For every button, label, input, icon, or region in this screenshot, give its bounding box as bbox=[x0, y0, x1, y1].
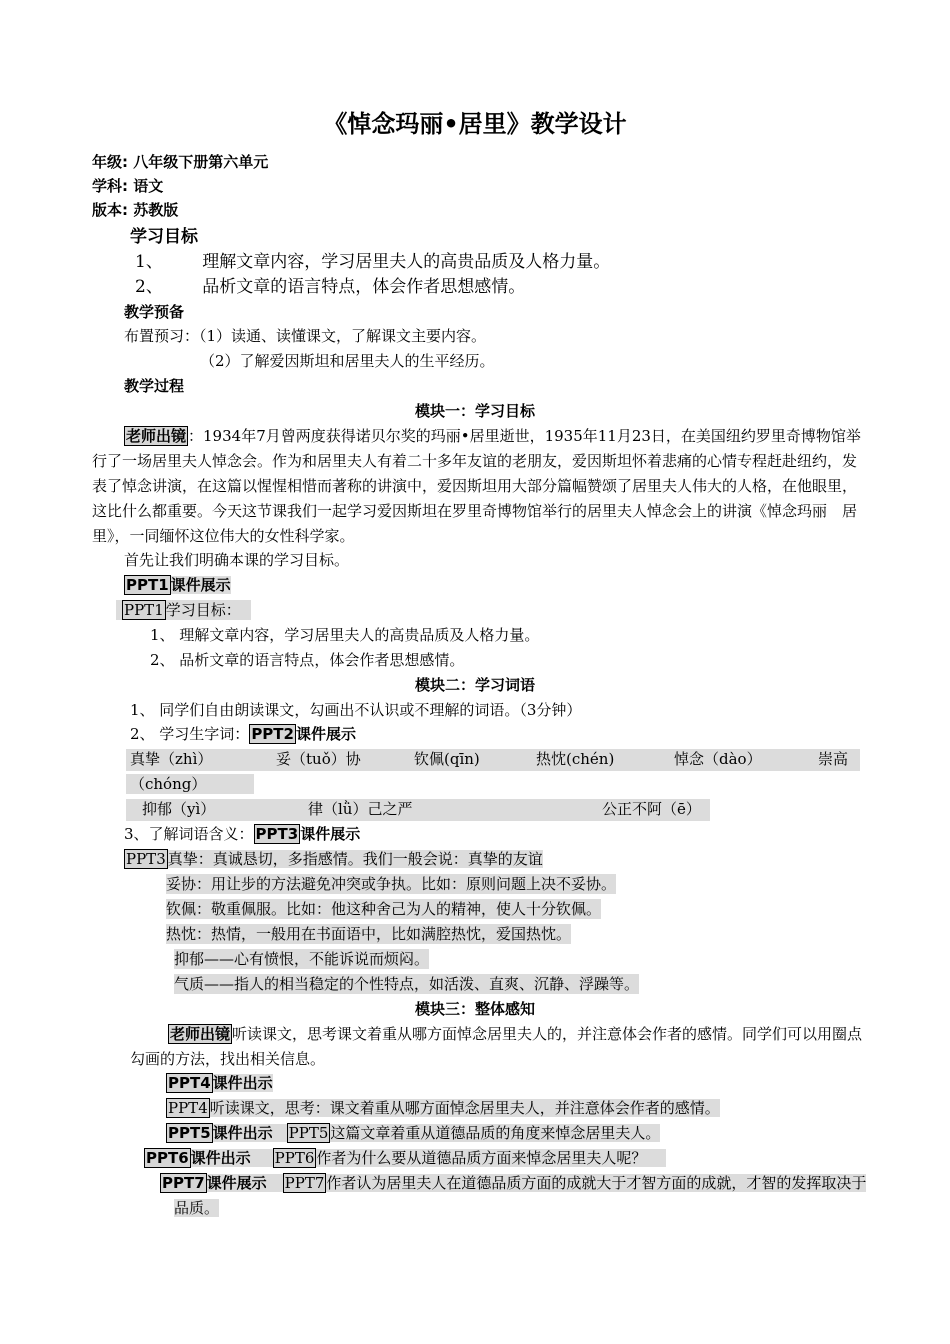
goal-1: 1、 理解文章内容，学习居里夫人的高贵品质及人格力量。 bbox=[150, 626, 540, 644]
edition-label: 版本: bbox=[92, 201, 128, 219]
grade-line bbox=[92, 152, 268, 172]
ppt1b-text: 学习目标： bbox=[165, 601, 241, 619]
ppt6-line bbox=[144, 1148, 666, 1168]
grade-value: 八年级下册第六单元 bbox=[133, 153, 269, 171]
module2-step1: 1、 同学们自由朗读课文，勾画出不认识或不理解的词语。（3分钟） bbox=[130, 701, 582, 719]
def-4: 热忱：热情，一般用在书面语中，比如满腔热忱，爱国热忱。 bbox=[166, 925, 572, 943]
ppt4b-tag: PPT4 bbox=[168, 1099, 208, 1117]
ppt6b-tag: PPT6 bbox=[274, 1149, 315, 1167]
ppt5-line bbox=[166, 1123, 660, 1143]
module2-step2 bbox=[130, 724, 356, 744]
ppt6-tag: PPT6 bbox=[146, 1149, 189, 1167]
module2-heading: 模块二：学习词语 bbox=[414, 676, 535, 694]
ppt1-tag: PPT1 bbox=[126, 576, 169, 594]
module1-intro bbox=[92, 424, 864, 549]
teacher-tag: 老师出镜 bbox=[126, 427, 187, 445]
step3-prefix: 3、了解词语含义： bbox=[124, 825, 254, 843]
def-6: 气质——指人的相当稳定的个性特点，如活泼、直爽、沉静、浮躁等。 bbox=[174, 975, 640, 993]
ppt3b-tag: PPT3 bbox=[126, 850, 166, 868]
ppt5-label: 课件出示 bbox=[213, 1124, 287, 1142]
word-item: 热忱(chén) bbox=[536, 750, 615, 768]
words-row-2 bbox=[126, 799, 710, 821]
ppt5b-tag: PPT5 bbox=[288, 1124, 329, 1142]
ppt6-label: 课件出示 bbox=[191, 1149, 273, 1167]
words-row-1 bbox=[126, 749, 860, 771]
def-5: 抑郁——心有愤恨，不能诉说而烦闷。 bbox=[174, 950, 430, 968]
words-row-1-cont bbox=[126, 774, 254, 794]
ppt5b-text: 这篇文章着重从道德品质的角度来悼念居里夫人。 bbox=[330, 1124, 661, 1142]
subject-label: 学科: bbox=[92, 177, 128, 195]
def-2: 妥协：用让步的方法避免冲突或争执。比如：原则问题上决不妥协。 bbox=[166, 875, 617, 893]
prep-line-1: 布置预习：（1）读通、读懂课文，了解课文主要内容。 bbox=[124, 327, 487, 345]
ppt4b-line bbox=[166, 1098, 720, 1118]
ppt7-tag: PPT7 bbox=[162, 1174, 205, 1192]
def-3: 钦佩：敬重佩服。比如：他这种舍己为人的精神，使人十分钦佩。 bbox=[166, 900, 602, 918]
ppt1-label-line bbox=[124, 575, 231, 595]
ppt2-tag: PPT2 bbox=[251, 725, 294, 743]
subject-value: 语文 bbox=[133, 177, 164, 195]
goal-2: 2、 品析文章的语言特点，体会作者思想感情。 bbox=[150, 651, 465, 669]
subject-line bbox=[92, 176, 163, 196]
word-item: 公正不阿（ē） bbox=[602, 800, 701, 818]
page-title: 《悼念玛丽•居里》教学设计 bbox=[323, 110, 627, 138]
ppt7-label: 课件展示 bbox=[207, 1174, 283, 1192]
word-item: 妥（tuǒ）协 bbox=[276, 750, 361, 768]
ppt4-label: 课件出示 bbox=[212, 1074, 273, 1092]
ppt1-goal-line bbox=[116, 600, 251, 620]
prep-line-2: （2）了解爱因斯坦和居里夫人的生平经历。 bbox=[200, 352, 495, 370]
grade-label: 年级: bbox=[92, 153, 128, 171]
ppt7b-tag: PPT7 bbox=[284, 1174, 325, 1192]
word-item: 悼念（dào） bbox=[674, 750, 762, 768]
ppt4-tag: PPT4 bbox=[168, 1074, 211, 1092]
word-item: 钦佩(qīn) bbox=[414, 750, 480, 768]
ppt3-tag: PPT3 bbox=[255, 825, 299, 843]
objectives-heading: 学习目标 bbox=[130, 227, 198, 247]
edition-line bbox=[92, 200, 178, 220]
module3-heading: 模块三：整体感知 bbox=[414, 1000, 535, 1018]
objective-item-1 bbox=[135, 251, 610, 273]
module1-intro-text: ：1934年7月曾两度获得诺贝尔奖的玛丽•居里逝世，1935年11月23日，在美国纽约罗里奇博物馆举行了一场居里夫人悼念会。作为和居里夫人有着二十多年友谊的老朋友，爱因斯坦怀着悲痛的心情专程赶赴纽约，发表了悼念讲演，在这篇以惺惺相惜而著称的讲演中，爱因斯坦用大部分篇幅赞颂了居里夫人伟大的人格，在他眼里，这比什么都重要。今天这节课我们一起学习爱因斯坦在罗里奇博物馆举行的居里夫人悼念会上的讲演《悼念玛丽 居里》，一同缅怀这位伟大的女性科学家。 bbox=[92, 427, 861, 545]
module2-step3 bbox=[124, 824, 360, 844]
objective-item-2 bbox=[135, 276, 525, 298]
prep-heading: 教学预备 bbox=[124, 303, 185, 321]
ppt6b-text: 作者为什么要从道德品质方面来悼念居里夫人呢？ bbox=[316, 1149, 666, 1167]
ppt4-line bbox=[166, 1073, 273, 1093]
ppt1-label: 课件展示 bbox=[170, 576, 231, 594]
ppt7-line bbox=[160, 1171, 876, 1221]
word-item: （chóng） bbox=[130, 775, 207, 793]
teacher-tag: 老师出镜 bbox=[170, 1025, 231, 1043]
def-1 bbox=[124, 849, 543, 869]
def-text: 真挚：真诚恳切，多指感情。我们一般会说：真挚的友谊 bbox=[167, 850, 543, 868]
objective-text: 品析文章的语言特点，体会作者思想感情。 bbox=[202, 277, 526, 297]
word-item: 律（lǜ）己之严 bbox=[308, 800, 413, 818]
ppt1b-tag: PPT1 bbox=[124, 601, 164, 619]
word-item: 崇高 bbox=[818, 750, 849, 768]
module1-heading: 模块一：学习目标 bbox=[414, 402, 535, 420]
objective-num: 2、 bbox=[135, 277, 163, 297]
word-item: 真挚（zhì） bbox=[130, 750, 213, 768]
objective-text: 理解文章内容，学习居里夫人的高贵品质及人格力量。 bbox=[202, 252, 611, 272]
module3-intro-text: 听读课文，思考课文着重从哪方面悼念居里夫人的，并注意体会作者的感情。同学们可以用圈点勾画的方法，找出相关信息。 bbox=[130, 1025, 863, 1068]
ppt4b-text: 听读课文，思考：课文着重从哪方面悼念居里夫人，并注意体会作者的感情。 bbox=[209, 1099, 720, 1117]
step2-prefix: 2、 学习生字词： bbox=[130, 725, 250, 743]
process-heading: 教学过程 bbox=[124, 377, 185, 395]
edition-value: 苏教版 bbox=[133, 201, 179, 219]
module1-first-line: 首先让我们明确本课的学习目标。 bbox=[124, 551, 350, 569]
ppt7b-text: 作者认为居里夫人在道德品质方面的成就大于才智方面的成就，才智的发挥取决于品质。 bbox=[174, 1174, 867, 1217]
objective-num: 1、 bbox=[135, 252, 163, 272]
module3-intro bbox=[130, 1022, 864, 1072]
word-item: 抑郁（yì） bbox=[142, 800, 216, 818]
ppt5-tag: PPT5 bbox=[168, 1124, 211, 1142]
ppt2-label: 课件展示 bbox=[295, 725, 356, 743]
ppt3-label: 课件展示 bbox=[300, 825, 361, 843]
